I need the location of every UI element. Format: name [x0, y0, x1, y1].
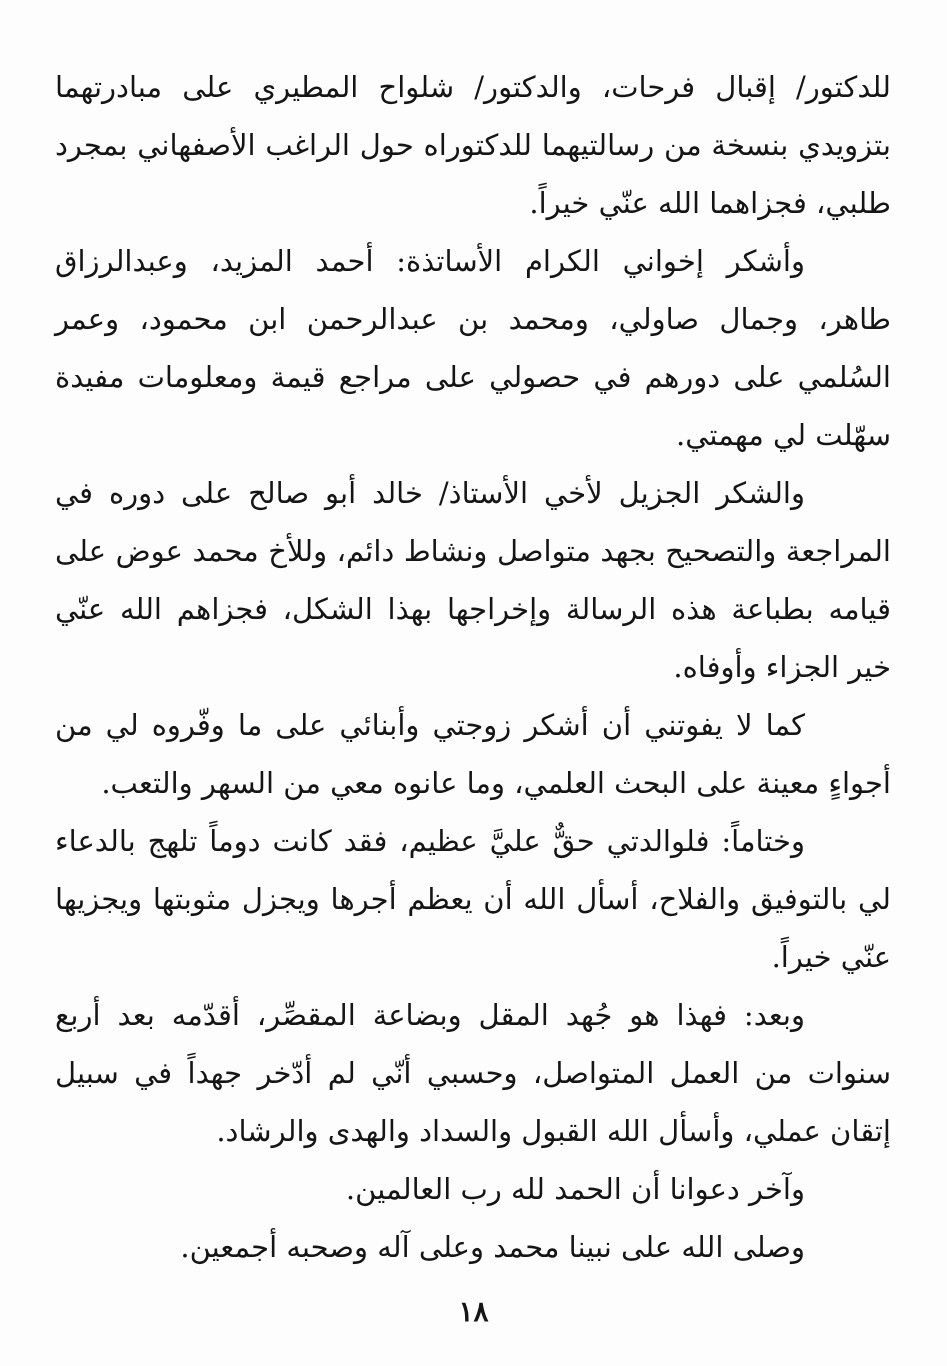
paragraph-4: كما لا يفوتني أن أشكر زوجتي وأبنائي على ما وفّروه لي من أجواءٍ معينة على البحث العلمي، وما عانوه معي من السهر والتعب.	[55, 708, 891, 800]
body-text	[55, 58, 891, 1276]
paragraph-2: وأشكر إخواني الكرام الأساتذة: أحمد المزيد، وعبدالرزاق طاهر، وجمال صاولي، ومحمد بن عبدالرحمن ابن محمود، وعمر السُلمي على دورهم في حصولي على مراجع قيمة ومعلومات مفيدة سهّلت لي مهمتي.	[55, 244, 891, 452]
paragraph-1: للدكتور/ إقبال فرحات، والدكتور/ شلواح المطيري على مبادرتهما بتزويدي بنسخة من رسالتيهما للدكتوراه حول الراغب الأصفهاني بمجرد طلبي، فجزاهما الله عنّي خيراً.	[55, 70, 891, 220]
paragraph-7: وآخر دعوانا أن الحمد لله رب العالمين.	[345, 1172, 805, 1206]
page-number: ١٨	[458, 1295, 489, 1328]
paragraph-6: وبعد: فهذا هو جُهد المقل وبضاعة المقصِّر، أقدّمه بعد أربع سنوات من العمل المتواصل، وحسبي أنّي لم أدّخر جهداً في سبيل إتقان عملي، وأسأل الله القبول والسداد والهدى والرشاد.	[55, 998, 891, 1148]
paragraph-5: وختاماً: فلوالدتي حقٌّ عليَّ عظيم، فقد كانت دوماً تلهج بالدعاء لي بالتوفيق والفلاح، أسأل الله أن يعظم أجرها ويجزل مثوبتها ويجزيها عنّي خيراً.	[55, 824, 891, 974]
paragraph-3: والشكر الجزيل لأخي الأستاذ/ خالد أبو صالح على دوره في المراجعة والتصحيح بجهد متواصل ونشاط دائم، وللأخ محمد عوض على قيامه بطباعة هذه الرسالة وإخراجها بهذا الشكل، فجزاهم الله عنّي خير الجزاء وأوفاه.	[55, 476, 891, 684]
paragraph-8: وصلى الله على نبينا محمد وعلى آله وصحبه أجمعين.	[180, 1230, 805, 1264]
